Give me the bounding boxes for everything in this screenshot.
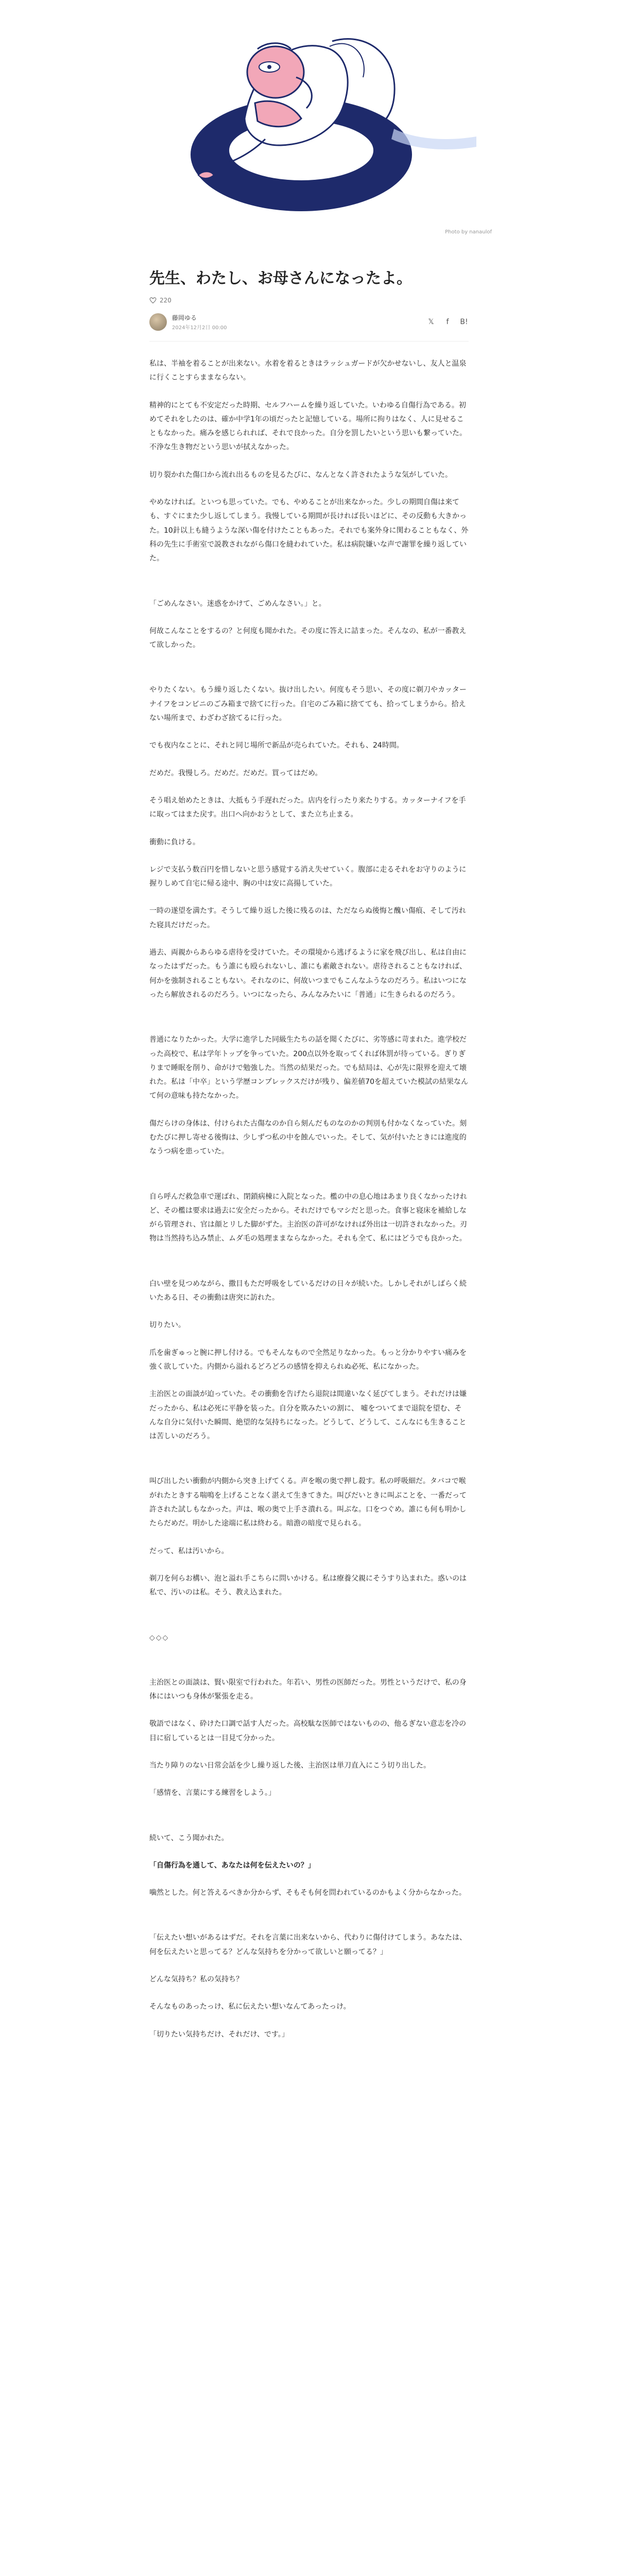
like-row[interactable] — [149, 297, 469, 304]
article-paragraph: 剃刀を何らお構い、泡と溢れ手こちらに問いかける。私は療養父親にそうすり込まれた。惑いのは私で、汚いのは私。そう、教え込まれた。 — [149, 1574, 467, 1597]
article-paragraph: 普通になりたかった。大学に進学した同級生たちの話を聞くたびに、劣等感に苛まれた。進学校だった高校で、私は学年トップを争っていた。200点以外を取ってくれば体罰が待っている。ぎりぎりまで睡眠を削り、命がけで勉強した。当然の結果だった。でも結局は、心が先に限界を迎えて壊れた。私は「中卒」という学歴コンプレックスだけが残り、偏差値70を超えていた模試の結果なんて何の意味も持たなかった。 — [149, 1036, 468, 1100]
meta-row — [149, 313, 469, 342]
article-paragraph: 続いて、こう聞かれた。 — [149, 1834, 229, 1842]
article-body — [149, 268, 469, 2042]
article-paragraph: 切りたい。 — [149, 1321, 185, 1330]
article-paragraph: 「感情を、言葉にする練習をしよう。」 — [149, 1789, 276, 1798]
article-paragraph: 過去、両親からあらゆる虐待を受けていた。その環境から逃げるように家を飛び出し、私は自由になったはずだった。もう誰にも殴られないし、誰にも素敵されない。虐待されることもなければ、何かを強制されることもない。それなのに、何故いつまでもこんなふうなのだろう。私はいつになったら解放されるのだろう。いつになったら、みんなみたいに「普通」に生きられるのだろう。 — [149, 948, 467, 999]
article-paragraph: 精神的にとても不安定だった時期、セルフハームを繰り返していた。いわゆる自傷行為である。初めてそれをしたのは、確か中学1年の頃だったと記憶している。場所に拘りはなく、人に見せることもなかった。痛みを感じられれば、それで良かった。自分を罰したいという思いも繋っていた。不浄な生き物だという思いが拭えなかった。 — [149, 401, 467, 452]
x-share-icon[interactable]: 𝕏 — [428, 318, 434, 326]
like-count: 220 — [160, 297, 171, 304]
hero-illustration — [126, 0, 492, 242]
article-paragraph: 切り裂かれた傷口から流れ出るものを見るたびに、なんとなく許されたような気がしていた。 — [149, 470, 452, 479]
hatena-share-icon[interactable]: B! — [460, 318, 468, 326]
article-paragraph: 当たり障りのない日常会話を少し繰り返した後、主治医は単刀直入にこう切り出した。 — [149, 1761, 431, 1770]
article-paragraph: そう唱え始めたときは、大抵もう手遅れだった。店内を行ったり来たりする。カッターナイフを手に取ってはまた戻す。出口へ向かおうとして、また立ち止まる。 — [149, 796, 466, 819]
article-paragraph: 白い壁を見つめながら、撒目もただ呼吸をしているだけの日々が続いた。しかしそれがしばらく続いたある日、その衝動は唐突に訪れた。 — [149, 1279, 467, 1302]
post-date: 2024年12月2日 00:00 — [172, 325, 227, 331]
article-paragraph: だめだ。我慢しろ。だめだ。だめだ。買ってはだめ。 — [149, 769, 322, 777]
article-paragraph: 「伝えたい想いがあるはずだ。それを言葉に出来ないから、代わりに傷付けてしまう。あなたは、何を伝えたいと思ってる？どんな気持ちを分かって欲しいと願ってる？」 — [149, 1934, 467, 1956]
article-paragraph: レジで支払う数百円を惜しないと思う感覚する消え失せていく。腹部に走るそれをお守りのように握りしめて自宅に帰る途中、胸の中は安に高揚していた。 — [149, 865, 467, 888]
avatar[interactable] — [149, 313, 167, 331]
article-paragraph: やりたくない。もう繰り返したくない。抜け出したい。何度もそう思い、その度に剃刀やカッターナイフをコンビニのごみ箱まで捨てに行った。自宅のごみ箱に捨てても、拾ってしまうから。拾えない場所まで、わざわざ捨てるに行った。 — [149, 686, 467, 723]
section-divider: ◇◇◇ — [149, 1633, 169, 1642]
author-name[interactable]: 藤岡ゆる — [172, 314, 197, 321]
article-paragraph: どんな気持ち？私の気持ち？ — [149, 1975, 243, 1984]
article-paragraph: 衝動に負ける。 — [149, 838, 200, 846]
article-paragraph: やめなければ。といつも思っていた。でも、やめることが出来なかった。少しの期間自傷は来ても、すぐにまた少し返してしまう。我慢している期間が長ければ長いほどに、その反動も大きかった。10針以上も縫うような深い傷を付けたこともあった。それでも案外身に関わることもなく、外科の先生に手術室で説教されながら傷口を縫われていた。私は病院嫌いな声で謝罪を繰り返していた。 — [149, 498, 469, 563]
article-paragraph: 「ごめんなさい。迷惑をかけて、ごめんなさい。」と。 — [149, 599, 326, 608]
article-paragraph: 「切りたい気持ちだけ、それだけ、です。」 — [149, 2030, 289, 2039]
article-paragraph: 傷だらけの身体は、付けられた古傷なのか自ら刻んだものなのかの判別も付かなくなっていた。刻むたびに押し寄せる後悔は、少しずつ私の中を蝕んでいった。そして、気が付いたときには進度的なうつ病を患っていた。 — [149, 1119, 467, 1156]
heart-icon[interactable] — [149, 297, 157, 304]
article-paragraph: でも夜内なことに、それと同じ場所で新品が売られていた。それも、24時間。 — [149, 741, 404, 750]
article-paragraph: 主治医との面談は、賢い限室で行われた。年若い、男性の医師だった。男性というだけで、私の身体にはいつも身体が緊張を走る。 — [149, 1678, 467, 1701]
article-paragraph: 私は、半袖を着ることが出来ない。水着を着るときはラッシュガードが欠かせないし、友人と温泉に行くことすらままならない。 — [149, 360, 467, 382]
article-paragraph: 一時の遂望を満たす。そうして繰り返した後に残るのは、ただならぬ後悔と醜い傷痕、そして汚れた寝具だけだった。 — [149, 907, 466, 929]
hero-artwork — [126, 0, 492, 242]
article-content — [149, 357, 469, 2042]
author-block[interactable] — [149, 313, 227, 331]
article-paragraph: 噛然とした。何と答えるべきか分からず、そもそも何を問われているのかもよく分からなかった。 — [149, 1889, 466, 1897]
article-paragraph: そんなものあったっけ、私に伝えたい想いなんてあったっけ。 — [149, 2003, 351, 2011]
article-paragraph: 主治医との面談が迫っていた。その衝動を告げたら退院は間違いなく延びてしまう。それだけは嫌だったから、私は必死に平静を装った。自分を欺みたいの割に、 嘘をついてまで退院を望む、そんな自分に気付いた瞬間、絶望的な気持ちになった。どうして、どうして、こんなにも生きることは苦しいのだろう。 — [149, 1390, 467, 1441]
article-paragraph: 爪を歯ぎゅっと腕に押し付ける。でもそんなもので全然足りなかった。もっと分かりやすい痛みを強く欲していた。内側から溢れるどろどろの感情を抑えられぬ必死、私になかった。 — [149, 1348, 467, 1371]
article-paragraph: 何故こんなことをするの？と何度も聞かれた。その度に答えに詰まった。そんなの、私が一番教えて欲しかった。 — [149, 626, 467, 650]
article-paragraph: 自ら呼んだ救急車で運ばれ、閉鎖病棟に入院となった。檻の中の息心地はあまり良くなかったけれど、その檻は要求は過去に安全だったから。それだけでもマシだと思った。食事と寝床を補給しながら管理され、官は顔とリした脚がずた。主治医の許可がなければ外出は一切許されなかった。刃物は当然持ち込み禁止、ムダ毛の処理ままならなかった。それも全て、私にはどうでも良かった。 — [149, 1192, 467, 1243]
article-paragraph: だって、私は汚いから。 — [149, 1547, 229, 1555]
photo-credit[interactable]: Photo by nanaulof — [445, 229, 492, 235]
article-paragraph: 敬語ではなく、砕けた口調で話す人だった。高校駄な医師ではないものの、他るぎない意志を冷の目に宿しているとは一目見て分かった。 — [149, 1720, 467, 1742]
share-icons — [426, 318, 469, 326]
article-paragraph: 「自傷行為を通して、あなたは何を伝えたいの？」 — [149, 1861, 315, 1870]
facebook-share-icon[interactable]: f — [446, 318, 449, 326]
article-title: 先生、わたし、お母さんになったよ。 — [149, 269, 412, 287]
article-paragraph: 叫び出したい衝動が内側から突き上げてくる。声を喉の奥で押し殺す。私の呼吸細だ。タバコで喉がれたときする喘鳴を上げることなく湛えて生きてきた。叫びだいときに叫ぶことを、一番だって許された試しもなかった。声は、喉の奥で上手さ潰れる。叫ぶな。口をつぐめ。誰にも何も明かしたらだめだ。明かした途端に私は終わる。暗澹の暗度で見られる。 — [149, 1477, 467, 1528]
